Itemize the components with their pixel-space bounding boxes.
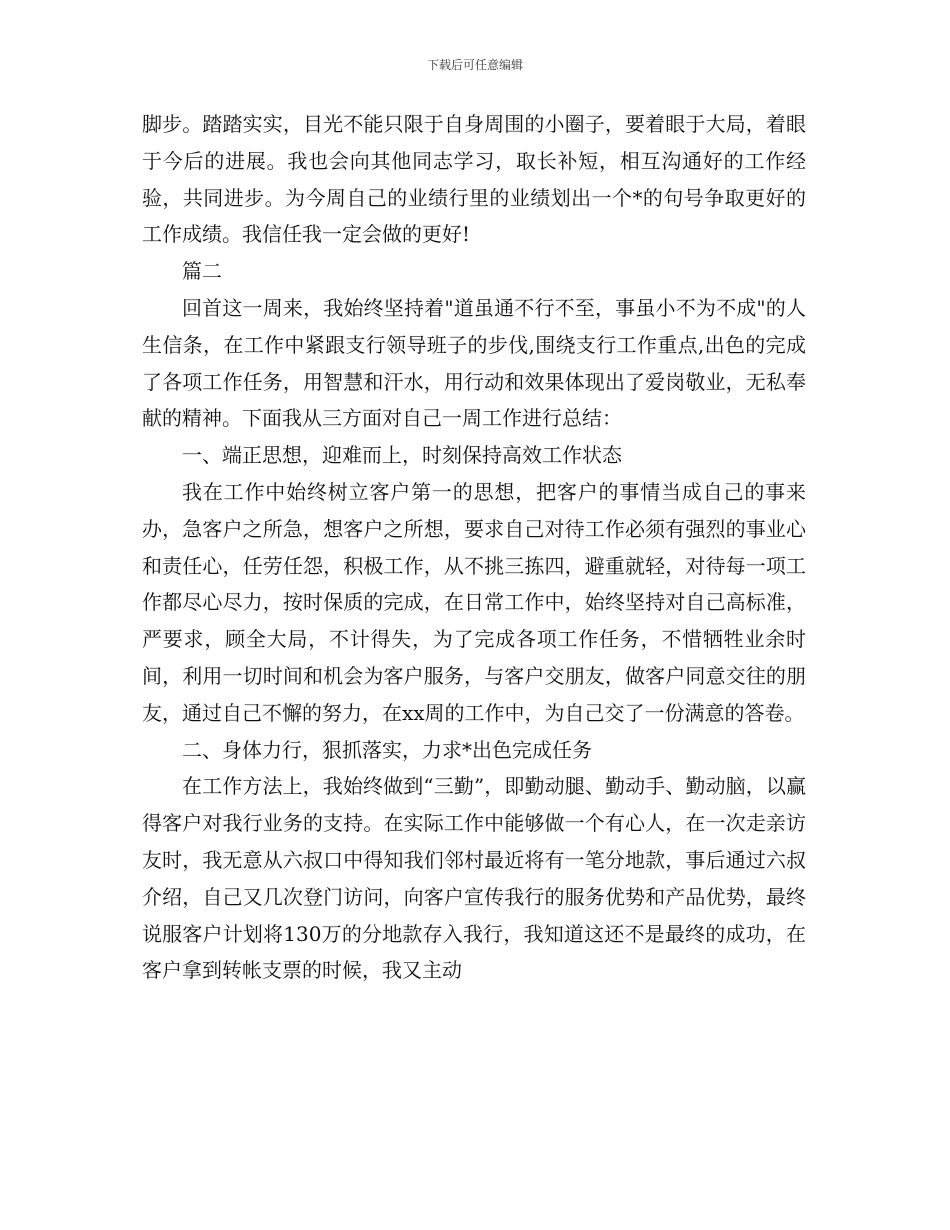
- page-header: 下载后可任意编辑: [426, 58, 523, 72]
- paragraph-1: 脚步。踏踏实实，目光不能只限于自身周围的小圈子，要着眼于大局，着眼于今后的进展。我也会向其他同志学习，取长补短，相互沟通好的工作经验，共同进步。为今周自己的业绩行里的业绩划出一个*的句号争取更好的工作成绩。我信任我一定会做的更好!: [142, 112, 806, 247]
- paragraph-intro: 回首这一周来，我始终坚持着"道虽通不行不至，事虽小不为不成"的人生信条，在工作中紧跟支行领导班子的步伐,围绕支行工作重点,出色的完成了各项工作任务，用智慧和汗水，用行动和效果体现出了爱岗敬业，无私奉献的精神。下面我从三方面对自己一周工作进行总结：: [142, 295, 806, 431]
- paragraph-heading-one-body: 我在工作中始终树立客户第一的思想，把客户的事情当成自己的事来办，急客户之所急，想客户之所想，要求自己对待工作必须有强烈的事业心和责任心，任劳任怨，积极工作，从不挑三拣四，避重就轻，对待每一项工作都尽心尽力，按时保质的完成，在日常工作中，始终坚持对自己高标准，严要求，顾全大局，不计得失，为了完成各项工作任务，不惜牺牲业余时间，利用一切时间和机会为客户服务，与客户交朋友，做客户同意交往的朋友，通过自己不懈的努力，在xx周的工作中，为自己交了一份满意的答卷。: [142, 479, 806, 725]
- document-body: [142, 106, 806, 989]
- paragraph-heading-two-body: 在工作方法上，我始终做到“三勤”，即勤动腿、勤动手、勤动脑，以赢得客户对我行业务的支持。在实际工作中能够做一个有心人，在一次走亲访友时，我无意从六叔口中得知我们邻村最近将有一笔分地款，事后通过六叔介绍，自己又几次登门访问，向客户宣传我行的服务优势和产品优势，最终说服客户计划将130万的分地款存入我行，我知道这还不是最终的成功，在客户拿到转帐支票的时候，我又主动: [142, 774, 806, 983]
- section-title-part-two: 篇二: [182, 259, 222, 284]
- heading-two: 二、身体力行，狠抓落实，力求*出色完成任务: [182, 737, 592, 762]
- heading-one: 一、端正思想，迎难而上，时刻保持高效工作状态: [182, 443, 622, 468]
